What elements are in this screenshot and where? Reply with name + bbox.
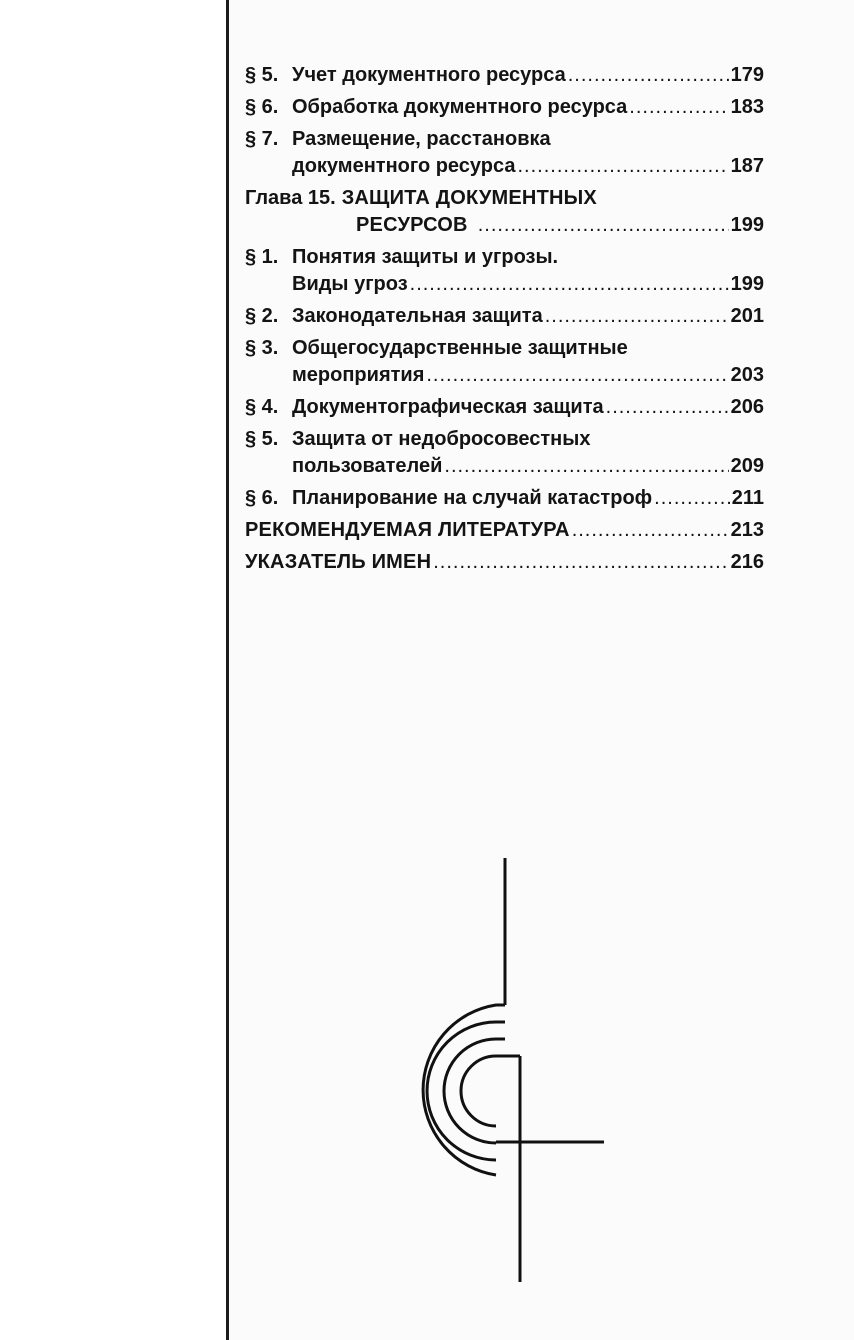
toc-section-number: § 2. bbox=[245, 305, 279, 327]
toc-title: ЗАЩИТА ДОКУМЕНТНЫХ bbox=[341, 187, 597, 209]
toc-entry[interactable] bbox=[245, 62, 764, 89]
toc-entry[interactable] bbox=[245, 303, 764, 330]
toc-title-continued: РЕСУРСОВ bbox=[356, 214, 468, 236]
toc-title: Учет документного ресурса bbox=[292, 64, 566, 86]
toc-title: Планирование на случай катастроф bbox=[292, 487, 653, 509]
toc-title: Документографическая защита bbox=[292, 396, 604, 418]
toc-title: Защита от недобросовестных bbox=[292, 428, 591, 450]
toc-title: Законодательная защита bbox=[292, 305, 543, 327]
dot-leader bbox=[568, 62, 729, 89]
dot-leader bbox=[426, 362, 728, 389]
toc-page-number: 201 bbox=[730, 305, 764, 327]
toc-chapter-label: Глава 15. bbox=[245, 187, 336, 209]
toc-title: РЕКОМЕНДУЕМАЯ ЛИТЕРАТУРА bbox=[245, 519, 570, 541]
dot-leader bbox=[606, 394, 729, 421]
toc-entry[interactable] bbox=[245, 244, 764, 298]
toc-page-number: 206 bbox=[730, 396, 764, 418]
toc-section-number: § 7. bbox=[245, 128, 279, 150]
toc-page-number: 213 bbox=[730, 519, 764, 541]
toc-title: Общегосударственные защитные bbox=[292, 337, 628, 359]
toc-entry[interactable] bbox=[245, 335, 764, 389]
toc-entry[interactable] bbox=[245, 394, 764, 421]
dot-leader bbox=[433, 549, 728, 576]
dot-leader bbox=[410, 271, 729, 298]
toc-entry[interactable] bbox=[245, 485, 764, 512]
toc-entry[interactable] bbox=[245, 94, 764, 121]
toc-title: Обработка документного ресурса bbox=[292, 96, 628, 118]
toc-page-number: 209 bbox=[730, 455, 764, 477]
page-edge bbox=[226, 0, 229, 1340]
toc-section-number: § 5. bbox=[245, 64, 279, 86]
toc-title: УКАЗАТЕЛЬ ИМЕН bbox=[245, 551, 432, 573]
logo-arc-4 bbox=[461, 1056, 496, 1126]
dot-leader bbox=[444, 453, 728, 480]
dot-leader bbox=[629, 94, 728, 121]
toc-entry-references[interactable] bbox=[245, 517, 764, 544]
toc-title: Размещение, расстановка bbox=[292, 128, 551, 150]
publisher-logo-icon bbox=[400, 850, 620, 1290]
toc-title: Понятия защиты и угрозы. bbox=[292, 246, 559, 268]
toc-page-number: 183 bbox=[730, 96, 764, 118]
toc-title-continued: пользователей bbox=[292, 455, 443, 477]
left-margin bbox=[0, 0, 226, 1340]
dot-leader bbox=[654, 485, 730, 512]
toc-section-number: § 6. bbox=[245, 96, 279, 118]
toc-section-number: § 1. bbox=[245, 246, 279, 268]
dot-leader bbox=[517, 153, 728, 180]
dot-leader bbox=[545, 303, 729, 330]
toc-page-number: 187 bbox=[730, 155, 764, 177]
toc-chapter-entry[interactable] bbox=[245, 185, 764, 239]
table-of-contents bbox=[245, 62, 764, 581]
toc-section-number: § 5. bbox=[245, 428, 279, 450]
toc-page-number: 199 bbox=[730, 273, 764, 295]
dot-leader bbox=[572, 517, 729, 544]
toc-entry[interactable] bbox=[245, 426, 764, 480]
toc-entry-name-index[interactable] bbox=[245, 549, 764, 576]
toc-section-number: § 3. bbox=[245, 337, 279, 359]
toc-page-number: 216 bbox=[730, 551, 764, 573]
toc-page-number: 203 bbox=[730, 364, 764, 386]
dot-leader bbox=[478, 212, 729, 239]
toc-section-number: § 4. bbox=[245, 396, 279, 418]
toc-page-number: 179 bbox=[730, 64, 764, 86]
toc-entry[interactable] bbox=[245, 126, 764, 180]
toc-title-continued: мероприятия bbox=[292, 364, 425, 386]
toc-page-number: 211 bbox=[731, 487, 764, 509]
toc-title-continued: Виды угроз bbox=[292, 273, 408, 295]
toc-title-continued: документного ресурса bbox=[292, 155, 516, 177]
toc-page-number: 199 bbox=[730, 214, 764, 236]
toc-section-number: § 6. bbox=[245, 487, 279, 509]
